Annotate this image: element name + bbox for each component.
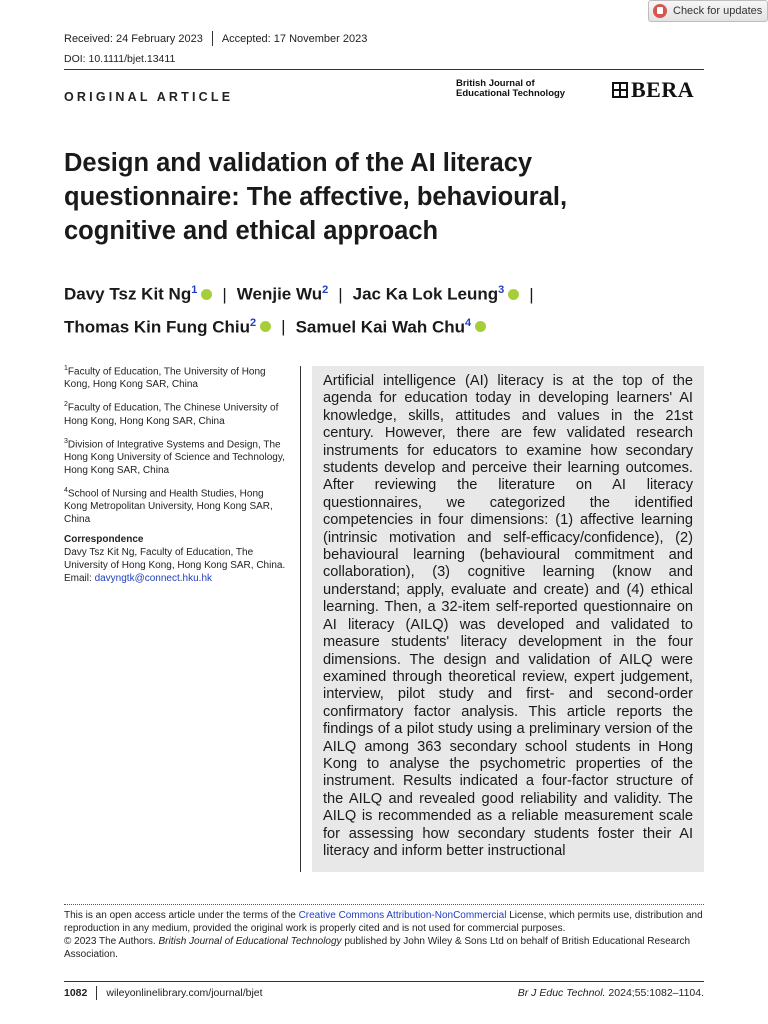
affiliation-text: Faculty of Education, The University of Hong Kong, Hong Kong SAR, China <box>64 366 266 391</box>
copyright-text: © 2023 The Authors. <box>64 936 159 947</box>
affiliation-sup: 3 <box>64 437 68 445</box>
citation <box>518 987 704 999</box>
crossmark-icon <box>653 4 667 18</box>
article-dates <box>64 31 367 46</box>
journal-name-line2: Educational Technology <box>456 88 566 99</box>
affiliation <box>64 484 286 526</box>
author-name: Davy Tsz Kit Ng <box>64 284 192 304</box>
license-text: This is an open access article under the terms of the <box>64 910 299 921</box>
footnote-divider <box>64 904 704 905</box>
affiliation-sup: 2 <box>64 401 68 409</box>
email-label: Email: <box>64 573 95 585</box>
author-affil-sup: 3 <box>498 284 505 296</box>
affiliation-text: School of Nursing and Health Studies, Hong Kong Metropolitan University, Hong Kong SAR, China <box>64 488 273 526</box>
affiliation <box>64 435 286 477</box>
affiliations <box>64 362 286 585</box>
affiliation <box>64 398 286 427</box>
affiliation-text: Division of Integrative Systems and Design, The Hong Kong University of Science and Technology, Hong Kong SAR, China <box>64 438 285 476</box>
author-affil-sup: 1 <box>191 284 198 296</box>
author-name: Jac Ka Lok Leung <box>352 284 499 304</box>
license-text: License, which permits use, distribution and reproduction in any medium, provided the original work is properly cited and is not used for commercial purposes. <box>64 910 703 934</box>
author-affil-sup: 2 <box>322 284 329 296</box>
page-footer <box>64 986 704 1000</box>
license-link[interactable]: Creative Commons Attribution-NonCommercial <box>298 910 507 921</box>
doi: DOI: 10.1111/bjet.13411 <box>64 53 176 65</box>
affiliation-text: Faculty of Education, The Chinese University of Hong Kong, Hong Kong SAR, China <box>64 402 279 427</box>
copyright-statement <box>64 935 704 961</box>
journal-name-line1: British Journal of <box>456 78 535 89</box>
license-statement <box>64 909 704 935</box>
date-separator <box>212 31 213 46</box>
header-rule <box>64 69 704 70</box>
article-type: ORIGINAL ARTICLE <box>64 90 234 104</box>
affiliation <box>64 362 286 391</box>
bera-logo <box>612 77 694 103</box>
author-affil-sup: 4 <box>465 316 472 329</box>
author-name: Wenjie Wu <box>236 284 323 304</box>
page-number: 1082 <box>64 987 88 999</box>
author-list <box>64 276 724 341</box>
citation-rest: 2024;55:1082–1104. <box>605 987 704 999</box>
column-divider <box>300 366 301 872</box>
email-link[interactable]: davyngtk@connect.hku.hk <box>94 573 213 585</box>
orcid-icon[interactable] <box>475 321 486 332</box>
check-for-updates-label: Check for updates <box>673 5 763 17</box>
correspondence-email-line <box>64 572 286 585</box>
author-separator: | <box>281 317 286 337</box>
accepted-date: Accepted: 17 November 2023 <box>221 32 368 45</box>
copyright-text: published by John Wiley & Sons Ltd on behalf of British Educational Research Association. <box>64 936 691 960</box>
author-name: Samuel Kai Wah Chu <box>295 317 465 337</box>
bera-logo-icon <box>612 82 628 98</box>
orcid-icon[interactable] <box>201 289 212 300</box>
orcid-icon[interactable] <box>508 289 519 300</box>
orcid-icon[interactable] <box>260 321 271 332</box>
footer-separator <box>96 986 97 1000</box>
received-date: Received: 24 February 2023 <box>64 32 203 45</box>
affiliation-sup: 1 <box>64 365 68 372</box>
footer-rule <box>64 981 704 982</box>
author-separator: | <box>529 284 534 304</box>
author-name: Thomas Kin Fung Chiu <box>64 317 251 337</box>
article-title: Design and validation of the AI literacy questionnaire: The affective, behavioural, cognitive and ethical approach <box>64 149 568 245</box>
license-footnote <box>64 909 704 961</box>
correspondence-text: Davy Tsz Kit Ng, Faculty of Education, The University of Hong Kong, Hong Kong SAR, China. <box>64 547 286 572</box>
affiliation-sup: 4 <box>64 486 68 494</box>
abstract-text: Artificial intelligence (AI) literacy is at the top of the agenda for education today in developing learners' AI knowledge, skills, attitudes and values in the 21st century. However, there are few validated research instruments for educators to examine how secondary students develop and perceive their learning outcomes. After reviewing the literature on AI literacy questionnaires, we categorized the identified competencies in four dimensions: (1) affective learning (intrinsic motivation and self-efficacy/confidence), (2) behavioural learning (behavioural commitment and collaboration), (3) cognitive learning (know and understand; apply, evaluate and create) and (4) ethical learning. Then, a 32-item self-reported questionnaire on AI literacy (AILQ) was developed and validated to measure students' literacy development in the four dimensions. The design and validation of AILQ were examined through theoretical review, expert judgement, interview, pilot study and first- and second-order confirmatory factor analysis. This article reports the findings of a pilot study using a preliminary version of the AILQ among 363 secondary school students in Hong Kong to analyse the psychometric properties of the instrument. Results indicated a four-factor structure of the AILQ and revealed good reliability and validity. The AILQ is recommended as a reliable measurement scale for assessing how secondary students foster their AI literacy and inform better instructional <box>312 366 704 872</box>
author-separator: | <box>222 284 227 304</box>
author-affil-sup: 2 <box>250 316 257 329</box>
citation-journal: Br J Educ Technol. <box>517 987 606 999</box>
correspondence-heading: Correspondence <box>64 534 144 546</box>
copyright-journal: British Journal of Educational Technology <box>158 936 342 947</box>
check-for-updates-button[interactable] <box>648 0 768 22</box>
journal-url[interactable]: wileyonlinelibrary.com/journal/bjet <box>106 987 263 999</box>
bera-logo-text: BERA <box>631 77 695 102</box>
author-separator: | <box>338 284 343 304</box>
journal-name <box>456 79 565 99</box>
